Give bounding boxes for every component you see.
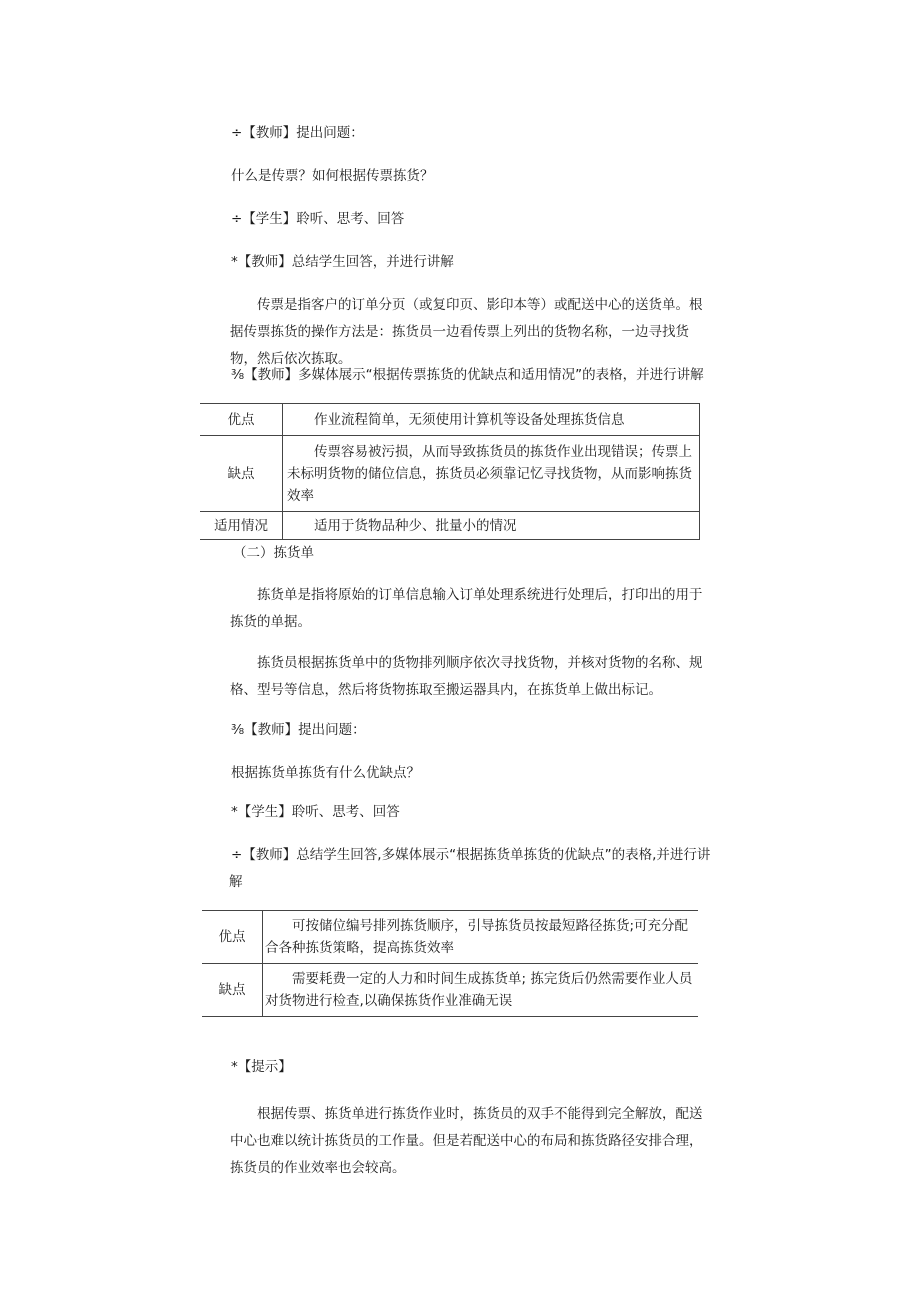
teacher-summary-2-continued: 解	[229, 874, 243, 890]
table-key-cell: 适用情况	[200, 512, 283, 540]
student-activity-2: *【学生】聆听、思考、回答	[231, 804, 400, 820]
table-row	[200, 404, 700, 436]
table-value-cell: 可按储位编号排列拣货顺序，引导拣货员按最短路径拣货;可充分配合各种拣货策略，提高拣货效率	[263, 911, 699, 964]
table-key-cell: 缺点	[200, 436, 283, 512]
teacher-summary-2: ÷【教师】总结学生回答,多媒体展示“根据拣货单拣货的优缺点”的表格,并进行讲	[231, 847, 711, 863]
table-value-cell: 传票容易被污损，从而导致拣货员的拣货作业出现错误；传票上未标明货物的储位信息，拣货员必须靠记忆寻找货物，从而影响拣货效率	[283, 436, 700, 512]
table-key-cell: 优点	[200, 404, 283, 436]
student-activity-1: ÷【学生】聆听、思考、回答	[231, 211, 405, 227]
teacher-multimedia-1: ⅜【教师】多媒体展示“根据传票拣货的优缺点和适用情况”的表格，并进行讲解	[231, 367, 704, 383]
table-row	[202, 964, 698, 1017]
picking-list-table	[202, 910, 698, 1017]
table-value-cell: 适用于货物品种少、批量小的情况	[283, 512, 700, 540]
paragraph-picking-list-definition: 拣货单是指将原始的订单信息输入订单处理系统进行处理后，打印出的用于拣货的单据。	[230, 587, 703, 630]
table-row	[200, 512, 700, 540]
paragraph-ticket-definition: 传票是指客户的订单分页（或复印页、影印本等）或配送中心的送货单。根据传票拣货的操作方法是：拣货员一边看传票上列出的货物名称，一边寻找货物，然后依次拣取。	[230, 297, 703, 367]
teacher-question-1: ÷【教师】提出问题：	[231, 125, 364, 141]
teacher-summary-1: *【教师】总结学生回答，并进行讲解	[231, 254, 454, 270]
table-key-cell: 缺点	[202, 964, 263, 1017]
teacher-question-2: ⅜【教师】提出问题：	[231, 722, 366, 738]
tip-heading: *【提示】	[231, 1059, 292, 1075]
paragraph-picking-list-process: 拣货员根据拣货单中的货物排列顺序依次寻找货物，并核对货物的名称、规格、型号等信息，然后将货物拣取至搬运器具内，在拣货单上做出标记。	[230, 655, 703, 698]
section-heading-picking-list: （二）拣货单	[233, 545, 314, 561]
ticket-picking-table	[200, 403, 700, 540]
table-key-cell: 优点	[202, 911, 263, 964]
question-text-2: 根据拣货单拣货有什么优缺点？	[231, 765, 420, 781]
table-row	[202, 911, 698, 964]
table-value-cell: 作业流程简单，无须使用计算机等设备处理拣货信息	[283, 404, 700, 436]
paragraph-tip: 根据传票、拣货单进行拣货作业时，拣货员的双手不能得到完全解放，配送中心也难以统计拣货员的工作量。但是若配送中心的布局和拣货路径安排合理，拣货员的作业效率也会较高。	[230, 1106, 703, 1176]
question-text-1: 什么是传票？如何根据传票拣货？	[231, 168, 434, 184]
table-value-cell: 需要耗费一定的人力和时间生成拣货单; 拣完货后仍然需要作业人员对货物进行检查,以确保拣货作业准确无误	[263, 964, 699, 1017]
table-row	[200, 436, 700, 512]
